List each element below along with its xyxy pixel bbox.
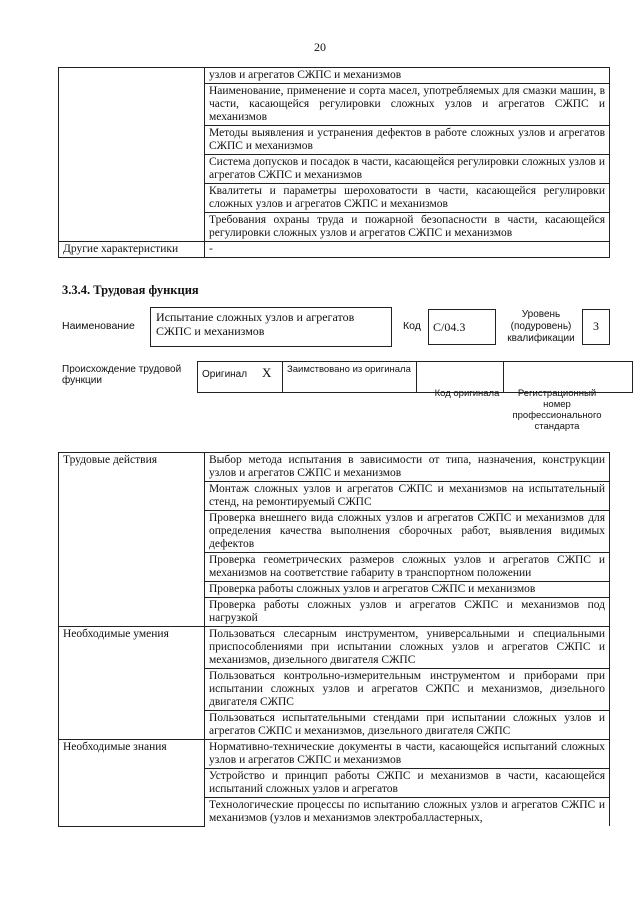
registration-number-caption: Регистрационный номер профессионального стандарта [512, 388, 602, 432]
table-cell: Требования охраны труда и пожарной безопасности в части, касающейся регулировки сложных узлов и агрегатов СЖПС и механизмов [205, 213, 610, 242]
table-cell: Нормативно-технические документы в части, касающейся испытаний сложных узлов и агрегатов СЖПС и механизмов [205, 740, 610, 769]
group-label-labor-actions: Трудовые действия [59, 453, 205, 627]
requirements-table-continued [58, 67, 610, 258]
code-label: Код [403, 320, 421, 332]
name-label: Наименование [62, 320, 135, 332]
group-label-required-knowledge: Необходимые знания [59, 740, 205, 827]
table-row [59, 242, 610, 258]
table-row [59, 453, 610, 482]
group-label-required-skills: Необходимые умения [59, 627, 205, 740]
original-mark: X [258, 362, 283, 393]
table-cell: Проверка работы сложных узлов и агрегатов СЖПС и механизмов [205, 582, 610, 598]
empty-label-cell [59, 68, 205, 242]
table-cell: Проверка геометрических размеров сложных узлов и агрегатов СЖПС и механизмов на соответствие габариту в транспортном положении [205, 553, 610, 582]
table-cell: Система допусков и посадок в части, касающейся регулировки сложных узлов и агрегатов СЖПС и механизмов [205, 155, 610, 184]
qualification-level-box: 3 [582, 309, 610, 345]
qualification-level-label: Уровень (подуровень) квалификации [507, 309, 575, 344]
table-cell: Пользоваться контрольно-измерительным инструментом и приборами при испытании сложных узлов и агрегатов СЖПС и механизмов, дизельного двигателя СЖПС [205, 669, 610, 711]
table-cell: Пользоваться испытательными стендами при испытании сложных узлов и агрегатов СЖПС и механизмов, дизельного двигателя СЖПС [205, 711, 610, 740]
table-cell: Выбор метода испытания в зависимости от типа, назначения, конструкции узлов и агрегатов СЖПС и механизмов [205, 453, 610, 482]
table-cell: Квалитеты и параметры шероховатости в части, касающейся регулировки сложных узлов и агрегатов СЖПС и механизмов [205, 184, 610, 213]
table-cell: Проверка работы сложных узлов и агрегатов СЖПС и механизмов под нагрузкой [205, 598, 610, 627]
function-code-box: С/04.3 [428, 309, 496, 345]
table-row [59, 68, 610, 84]
origin-label: Происхождение трудовой функции [62, 364, 182, 386]
table-cell: Наименование, применение и сорта масел, употребляемых для смазки машин, в части, касающейся регулировки сложных узлов и агрегатов СЖПС и механизмов [205, 84, 610, 126]
table-cell: Устройство и принцип работы СЖПС и механизмов в части, касающейся испытаний сложных узлов и агрегатов [205, 769, 610, 798]
table-cell: узлов и агрегатов СЖПС и механизмов [205, 68, 610, 84]
other-characteristics-value: - [205, 242, 610, 258]
function-name-box: Испытание сложных узлов и агрегатов СЖПС и механизмов [150, 307, 392, 347]
page-number: 20 [314, 40, 326, 54]
labor-function-table [58, 452, 610, 827]
table-cell: Пользоваться слесарным инструментом, универсальными и специальными приспособлениями при испытании сложных узлов и агрегатов СЖПС и механизмов, дизельного двигателя СЖПС [205, 627, 610, 669]
original-label: Оригинал [198, 362, 259, 393]
section-title: 3.3.4. Трудовая функция [62, 283, 199, 297]
table-row [59, 740, 610, 769]
other-characteristics-label: Другие характеристики [59, 242, 205, 258]
borrowed-label: Заимствовано из оригинала [283, 362, 417, 393]
table-cell: Методы выявления и устранения дефектов в работе сложных узлов и агрегатов СЖПС и механизмов [205, 126, 610, 155]
table-cell: Технологические процессы по испытанию сложных узлов и агрегатов СЖПС и механизмов (узлов и механизмов электробалластерных, [205, 798, 610, 827]
table-row [59, 627, 610, 669]
table-cell: Монтаж сложных узлов и агрегатов СЖПС и механизмов на испытательный стенд, на ремонтируемый СЖПС [205, 482, 610, 511]
original-code-caption: Код оригинала [434, 388, 500, 399]
table-cell: Проверка внешнего вида сложных узлов и агрегатов СЖПС и механизмов для определения качества выполнения сборочных работ, выявления видимых дефектов [205, 511, 610, 553]
